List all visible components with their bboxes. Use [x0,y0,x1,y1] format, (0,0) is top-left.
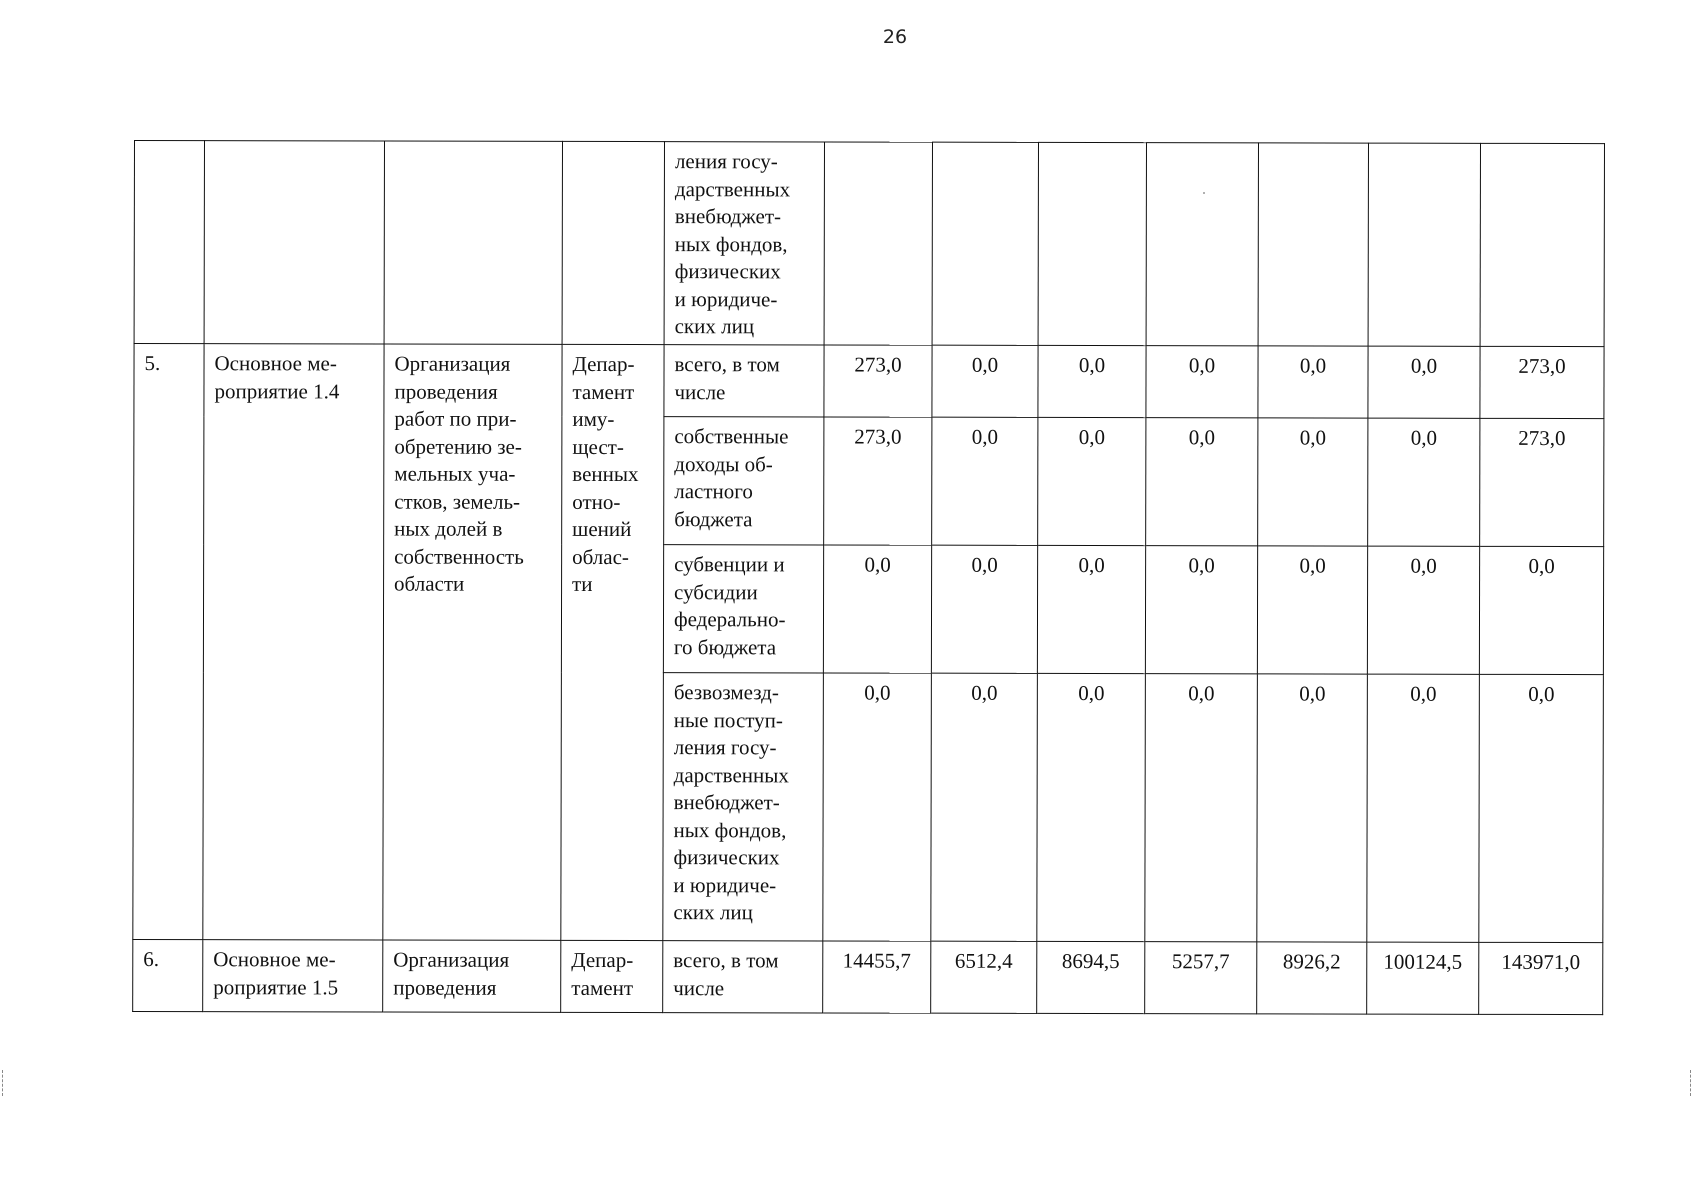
value-cell: 0,0 [1037,673,1146,941]
value-cell: 273,0 [1480,418,1604,546]
value-cell: 0,0 [823,545,931,673]
executor-cell: Депар- тамент иму- щест- венных отно- шений облас- ти [561,344,664,940]
source-label: субвенции и субсидии федерально- го бюджета [663,545,823,673]
scan-edge-mark-left [2,1070,7,1096]
value-cell: 273,0 [824,417,932,545]
value-cell: 0,0 [1038,345,1146,417]
cell-empty [1480,143,1604,346]
continuation-source-label: ления госу- дарственных внебюджет- ных фондов, физических и юридиче- ских лиц [664,142,824,345]
page-number: 26 [882,26,908,48]
source-label: собственные доходы об- ластного бюджета [664,417,824,545]
value-cell: 6512,4 [931,941,1037,1013]
value-cell: 8694,5 [1037,941,1145,1013]
cell-empty [932,142,1038,345]
cell-empty [1258,143,1368,346]
source-label: безвозмезд- ные поступ- ления госу- дарственных внебюджет- ных фондов, физических и юридиче- ских лиц [663,673,824,941]
value-cell: 0,0 [1145,546,1257,674]
value-cell: 5257,7 [1145,942,1257,1014]
executor-cell: Депар- тамент [561,940,663,1012]
value-cell: 0,0 [931,673,1038,941]
value-cell: 14455,7 [823,941,931,1013]
cell-empty [1368,143,1480,346]
cell-empty [384,141,562,344]
value-cell: 8926,2 [1257,942,1367,1014]
value-cell: 0,0 [1037,545,1145,673]
value-cell: 0,0 [1145,674,1258,942]
value-cell: 0,0 [1257,674,1368,942]
cell-empty [562,141,664,344]
value-cell: 0,0 [1258,418,1368,546]
measure-cell: Основное ме- роприятие 1.4 [203,344,384,940]
value-cell: 0,0 [931,545,1037,673]
row-number: 6. [133,939,203,1011]
value-cell: 0,0 [1367,546,1479,674]
continuation-row [134,141,1604,347]
value-cell: 0,0 [1479,546,1603,674]
cell-empty [1146,143,1258,346]
source-label: всего, в том числе [664,345,824,417]
table-row [133,939,1603,1014]
cell-empty [824,142,932,345]
value-cell: 100124,5 [1367,942,1479,1014]
value-cell: 0,0 [1257,546,1367,674]
cell-empty [1038,142,1146,345]
scan-speck [1203,192,1205,194]
value-cell: 0,0 [932,417,1038,545]
value-cell: 0,0 [1368,418,1480,546]
value-cell: 0,0 [1479,674,1604,942]
budget-table [132,140,1605,1015]
measure-name-cell: Организация проведения [383,940,561,1012]
value-cell: 0,0 [823,673,932,941]
value-cell: 0,0 [1146,418,1258,546]
value-cell: 0,0 [1146,346,1258,418]
value-cell: 143971,0 [1479,942,1603,1014]
source-label: всего, в том числе [663,941,823,1013]
value-cell: 0,0 [1368,346,1480,418]
cell-empty [204,141,384,344]
measure-name-cell: Организация проведения работ по при- обретению зе- мельных уча- стков, земель- ных долей в собственность области [383,344,562,940]
value-cell: 0,0 [1038,417,1146,545]
scan-edge-mark-right [1690,1070,1695,1096]
value-cell: 0,0 [1258,346,1368,418]
value-cell: 0,0 [932,345,1038,417]
measure-cell: Основное ме- роприятие 1.5 [203,940,383,1012]
row-number: 5. [133,344,204,940]
value-cell: 273,0 [824,345,932,417]
cell-empty [134,141,204,344]
value-cell: 0,0 [1367,674,1480,942]
table-row [134,344,1604,419]
value-cell: 273,0 [1480,346,1604,418]
